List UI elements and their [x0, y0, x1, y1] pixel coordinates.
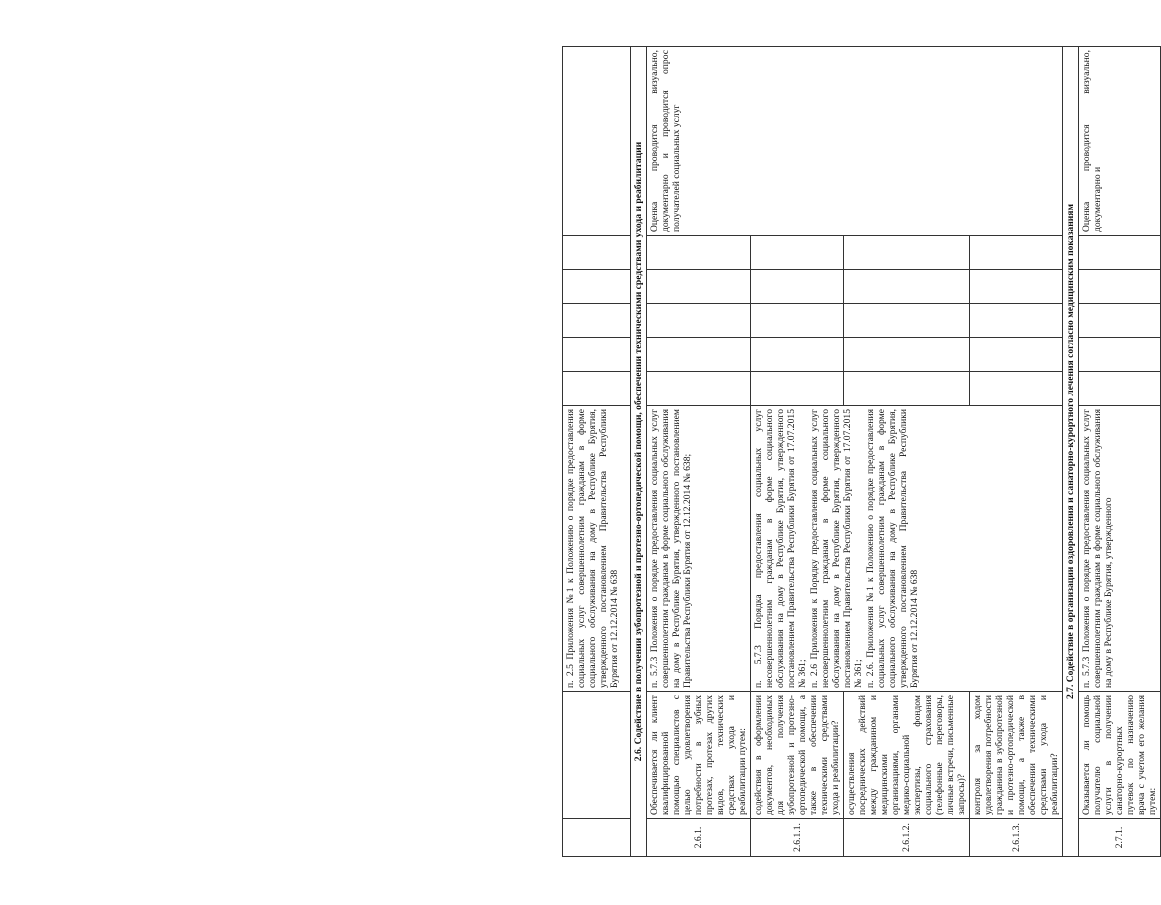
num-cell — [563, 819, 631, 857]
legal-paragraph: п. 2.5 Приложения №1 к Положению о порядке предоставления социальных услуг совершеннолетним гражданам в форме социального обслуживания на дому в Республике Бурятия, утвержденного постановлением Правительства Республики Бурятия от 12.12.2014 № 638 — [565, 409, 620, 688]
answer-cell — [1079, 338, 1161, 372]
answer-cell — [563, 338, 631, 372]
legal-paragraph: п. 5.7.3 Положения о порядке предоставления социальных услуг совершеннолетним гражданам в форме социального обслуживания на дому в Республике Бурятия, утвержденного постановлением Правительства Республики Бурятия от 12.12.2014 № 638; — [649, 409, 693, 688]
question-cell: Обеспечивается ли клиент квалифицированной помощью специалистов с целью удовлетворения потребности в зубных протезах, протезах других видов, технических средствах ухода и реабилитации путем: — [647, 692, 751, 819]
answer-cell — [563, 236, 631, 270]
item-number: 2.6.1.1. — [751, 819, 844, 857]
answer-cell — [970, 304, 1063, 338]
answer-cell — [970, 372, 1063, 406]
answer-cell — [1079, 270, 1161, 304]
answer-cell — [1079, 304, 1161, 338]
section-title: 2.7. Содействие в организации оздоровления и санаторно-курортного лечения согласно медицинским показаниям — [1063, 47, 1079, 857]
question-cell: контроля за ходом удовлетворения потребности гражданина в зубопротезной и протезно-ортопедической помощи, а также в обеспечении техническими средствами ухода и реабилитации? — [970, 692, 1063, 819]
item-number: 2.6.1. — [647, 819, 751, 857]
answer-cell — [1079, 236, 1161, 270]
item-number: 2.6.1.3. — [970, 819, 1063, 857]
section-header-row — [631, 47, 647, 857]
legal-paragraph: п. 2.6. Приложения №1 к Положению о порядке предоставления социальных услуг совершеннолетним гражданам в форме социального обслуживания на дому в Республике Бурятия, утвержденного постановлением Правительства Республики Бурятия от 12.12.2014 № 638 — [865, 409, 920, 688]
table-row — [647, 47, 751, 857]
answer-cell — [647, 304, 751, 338]
answer-cell — [647, 372, 751, 406]
answer-cell — [751, 372, 844, 406]
inspection-checklist-table — [562, 46, 1161, 857]
question-cell: Оказывается ли помощь получателю социальной услуги в получении санаторно-курортных путевок по назначению врача с учетом его желания путем: — [1079, 692, 1161, 819]
answer-cell — [970, 338, 1063, 372]
answer-cell — [1079, 372, 1161, 406]
legal-basis-cell — [647, 406, 751, 692]
answer-cell — [751, 270, 844, 304]
answer-cell — [844, 270, 970, 304]
section-header-row — [1063, 47, 1079, 857]
answer-cell — [751, 338, 844, 372]
answer-cell — [647, 236, 751, 270]
item-number: 2.6.1.2. — [844, 819, 970, 857]
answer-cell — [844, 304, 970, 338]
answer-cell — [647, 338, 751, 372]
answer-cell — [844, 338, 970, 372]
table-row — [1079, 47, 1161, 857]
answer-cell — [751, 236, 844, 270]
legal-basis-cell — [563, 406, 631, 692]
answer-cell — [844, 236, 970, 270]
answer-cell — [751, 304, 844, 338]
legal-paragraph: п. 5.7.3 Положения о порядке предоставления социальных услуг совершеннолетним гражданам в форме социального обслуживания на дому в Республике Бурятия, утвержденного — [1081, 409, 1114, 688]
question-cell — [563, 692, 631, 819]
question-cell: осуществления посреднических действий между гражданином и медицинскими организациями, органами медико-социальной экспертизы, фондом социального страхования (телефонные переговоры, личные встречи, письменные запросы)? — [844, 692, 970, 819]
answer-cell — [563, 372, 631, 406]
table-row — [563, 47, 631, 857]
answer-cell — [563, 304, 631, 338]
method-cell — [563, 47, 631, 236]
answer-cell — [970, 236, 1063, 270]
legal-paragraph: п. 5.7.3 Порядка предоставления социальных услуг несовершеннолетним гражданам в форме социального обслуживания на дому в Республике Бурятия, утвержденного постановлением Правительства Республики Бурятия от 17.07.2015 № 361; — [753, 409, 808, 688]
answer-cell — [563, 270, 631, 304]
rotated-document-page — [562, 47, 1158, 857]
legal-basis-cell — [1079, 406, 1161, 692]
answer-cell — [970, 270, 1063, 304]
answer-cell — [647, 270, 751, 304]
question-cell: содействия в оформлении документов, необходимых для получения зубопротезной и протезно-ортопедической помощи, а также в обеспечении техническими средствами ухода и реабилитации? — [751, 692, 844, 819]
legal-paragraph: п. 2.6 Приложения к Порядку предоставления социальных услуг несовершеннолетним гражданам в форме социального обслуживания на дому в Республике Бурятия, утвержденного постановлением Правительства Республики Бурятия от 17.07.2015 № 361; — [809, 409, 864, 688]
method-cell: Оценка проводится визуально, документарно и — [1079, 47, 1161, 236]
answer-cell — [844, 372, 970, 406]
method-cell: Оценка проводится визуально, документарно и проводится опрос получателей социальных услуг — [647, 47, 1063, 236]
item-number: 2.7.1. — [1079, 819, 1161, 857]
legal-basis-cell — [751, 406, 1063, 692]
section-title: 2.6. Содействие в получении зубопротезной и протезно-ортопедической помощи, обеспечении техническими средствами ухода и реабилитации — [631, 47, 647, 857]
